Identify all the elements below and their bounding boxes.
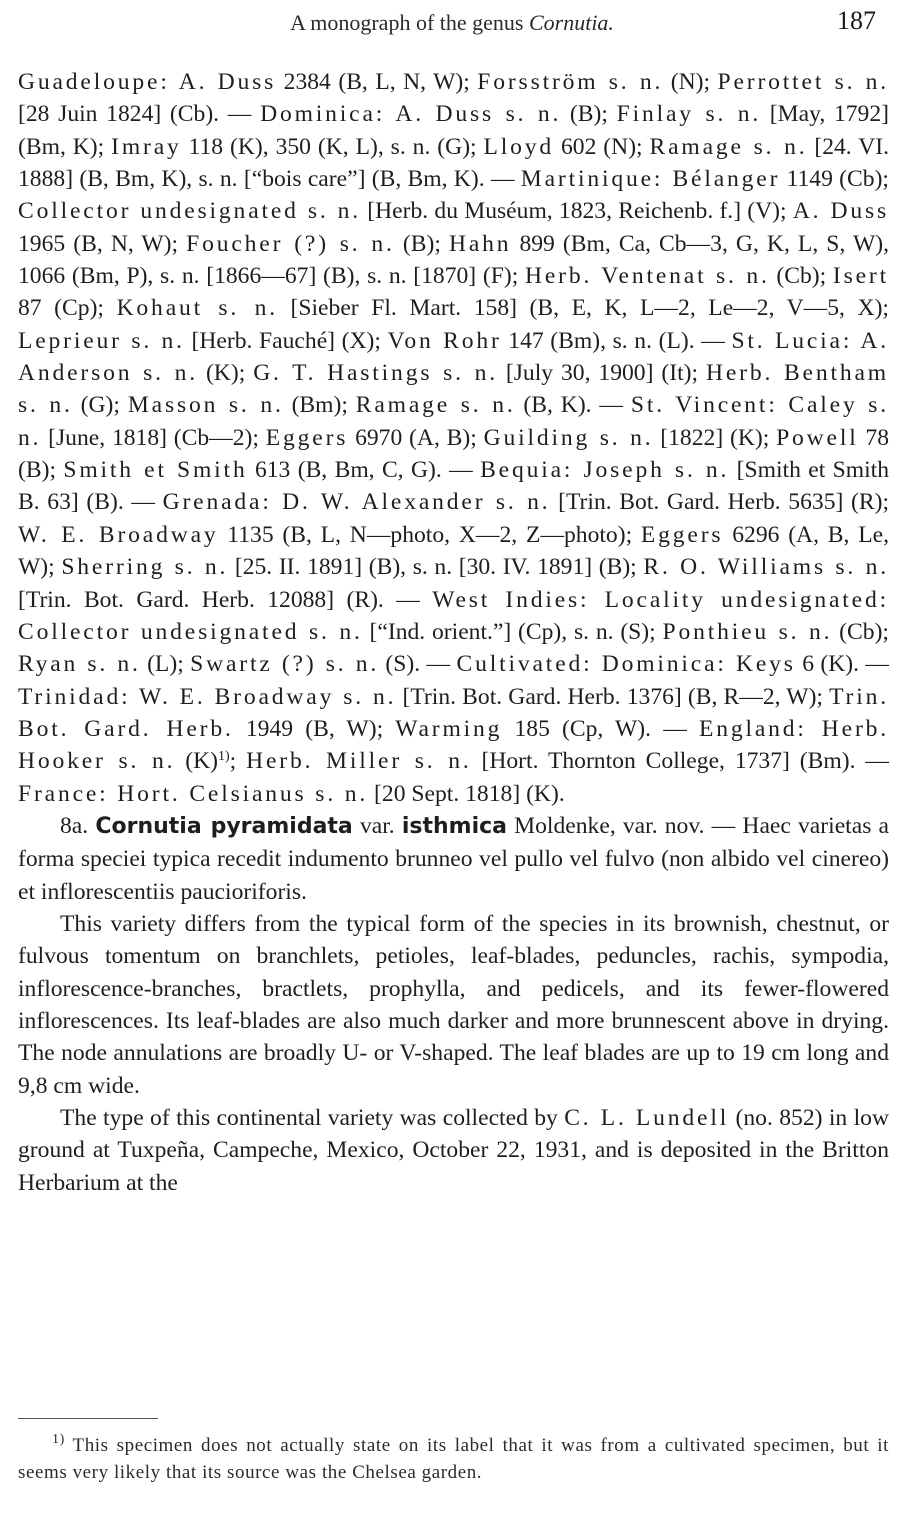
footnote-text: This specimen does not actually state on its label that it was from a cultivated specimen, but it seems very likely that its source was the Chelsea garden.	[18, 1435, 889, 1483]
specimen-details: (N);	[663, 69, 718, 95]
main-text	[18, 66, 889, 1199]
collector-name: Cultivated: Dominica: Keys	[456, 651, 796, 678]
collector-name: Isert	[832, 263, 889, 290]
collector-name: Imray	[111, 133, 182, 160]
collector-name: Ramage s. n.	[355, 392, 516, 419]
specimen-details: 602 (N);	[554, 133, 650, 160]
collector-name: Kohaut s. n.	[116, 295, 278, 322]
specimen-details: [Herb. du Muséum, 1823, Reichenb. f.] (V);	[361, 198, 793, 225]
collector-name: Perrottet s. n.	[717, 69, 889, 95]
specimen-details: [25. II. 1891] (B), s. n. [30. IV. 1891] (B);	[228, 554, 644, 581]
collector-name: Herb. Bentham s. n.	[18, 360, 889, 419]
collector-name: Leprieur s. n.	[18, 327, 185, 354]
footnote-reference: 1)	[217, 749, 230, 765]
collector-name: Guadeloupe: A. Duss	[18, 69, 277, 95]
footnote-marker: 1)	[52, 1432, 65, 1447]
collector-name: Smith et Smith	[63, 457, 248, 484]
specimen-details: 6970 (A, B);	[348, 424, 484, 451]
specimen-details: [1822] (K);	[653, 424, 777, 451]
collector-name: Dominica: A. Duss s. n.	[260, 101, 562, 128]
collector-name: Herb. Ventenat s. n.	[524, 263, 770, 290]
specimen-details: [Smith et Smith B. 63] (B). —	[18, 457, 890, 516]
collector-name: Collector undesignated s. n.	[18, 198, 362, 225]
type-collector: C. L. Lundell	[564, 1105, 730, 1131]
variety-author: Moldenke, var. nov. —	[507, 812, 743, 839]
specimen-separator: ;	[229, 748, 247, 775]
running-head	[18, 6, 886, 40]
specimen-details: 1149 (Cb);	[780, 166, 889, 193]
specimen-details: (B);	[394, 230, 449, 257]
specimen-details: 87 (Cp);	[18, 295, 117, 322]
type-specimen-paragraph	[18, 1102, 889, 1199]
collector-name: W. E. Broadway	[18, 521, 219, 548]
specimen-details: (B);	[561, 101, 617, 128]
specimen-details: (G);	[72, 392, 128, 419]
variety-rank: var.	[352, 812, 402, 839]
collector-name: England: Herb. Hooker s. n.	[18, 715, 889, 775]
variety-species-name: Cornutia pyramidata	[95, 813, 353, 839]
collector-name: G. T. Hastings s. n.	[253, 360, 498, 387]
type-intro: The type of this continental variety was collected by	[60, 1105, 565, 1131]
footnote	[18, 1432, 889, 1486]
specimen-details: (K);	[198, 360, 254, 387]
footnote-rule	[18, 1418, 158, 1419]
specimen-details: (L);	[140, 651, 191, 678]
collector-name: Lloyd	[483, 133, 555, 160]
collector-name: Swartz (?) s. n.	[190, 651, 380, 678]
collector-name: Martinique: Bélanger	[520, 166, 781, 193]
specimen-details: (Cb);	[832, 618, 889, 645]
collector-name: Trin. Bot. Gard. Herb.	[18, 683, 889, 742]
type-details: (no. 852) in low ground at Tuxpeña, Campeche, Mexico, October 22, 1931, and is deposited in the Britton Herbarium at the	[18, 1105, 889, 1196]
specimen-details: (Bm);	[283, 392, 356, 419]
collector-name: Eggers	[265, 424, 349, 451]
collector-name: Foucher (?) s. n.	[186, 230, 395, 257]
specimen-details: [Trin. Bot. Gard. Herb. 1376] (B, R—2, W);	[396, 683, 830, 710]
specimen-details: 899 (Bm, Ca, Cb—3, G, K, L, S, W), 1066 (Bm, P), s. n. [1866—67] (B), s. n. [1870] (F);	[18, 230, 889, 290]
collector-name: Eggers	[640, 521, 724, 548]
specimen-details: 147 (Bm), s. n. (L). —	[501, 327, 732, 354]
variety-latin-diagnosis: Haec varietas a forma speciei typica recedit indumento brunneo vel pullo vel fulvo (non albido vel cinereo) et inflorescentiis paucioriforis.	[18, 812, 889, 905]
specimen-details: 6 (K). —	[795, 651, 889, 678]
collector-name: Ponthieu s. n.	[662, 618, 833, 645]
collector-name: Masson s. n.	[127, 392, 284, 419]
specimen-details: 2384 (B, L, N, W);	[276, 69, 478, 95]
collector-name: Guilding s. n.	[483, 424, 654, 451]
specimen-citations-paragraph	[18, 66, 889, 810]
collector-name: Bequia: Joseph s. n.	[480, 457, 730, 484]
collector-name: St. Vincent: Caley s. n.	[18, 392, 890, 451]
collector-name: Forsström s. n.	[477, 69, 664, 95]
specimen-details: (Cb);	[769, 263, 833, 290]
specimen-details: [28 Juin 1824] (Cb). —	[18, 101, 261, 128]
running-title	[18, 10, 886, 36]
specimen-details: [Trin. Bot. Gard. Herb. 5635] (R);	[550, 489, 889, 516]
collector-name: Von Rohr	[387, 327, 502, 354]
specimen-details: [Herb. Fauché] (X);	[184, 327, 388, 354]
specimen-details: 78 (B);	[18, 424, 889, 484]
collector-name: Herb. Miller s. n.	[246, 748, 472, 775]
specimen-details: [“Ind. orient.”] (Cp), s. n. (S);	[362, 618, 663, 645]
collector-name: R. O. Williams s. n.	[643, 554, 889, 581]
variety-description-paragraph: This variety differs from the typical form of the species in its brownish, chestnut, or fulvous tomentum on branchlets, petioles, leaf-blades, peduncles, rachis, sympodia, inflorescence-branches, bractlets, prophylla, and pedicels, and its fewer-flowered inflorescences. Its leaf-blades are also much darker and more brunnescent above in drying. The node annulations are broadly U- or V-shaped. The leaf blades are up to 19 cm long and 9,8 cm wide.	[18, 910, 889, 1099]
specimen-details: [20 Sept. 1818] (K).	[368, 780, 565, 807]
collector-name: A. Duss	[792, 198, 889, 225]
variety-heading-paragraph	[18, 810, 889, 908]
collector-name: Finlay s. n.	[616, 101, 762, 128]
specimen-details: [Sieber Fl. Mart. 158] (B, E, K, L—2, Le—2, V—5, X);	[277, 295, 889, 322]
specimen-details: (S). —	[379, 651, 457, 678]
collector-name: Sherring s. n.	[61, 554, 229, 581]
specimen-details: (B, K). —	[515, 392, 631, 419]
specimen-details: 1965 (B, N, W);	[18, 230, 187, 257]
specimen-details: [June, 1818] (Cb—2);	[41, 424, 266, 451]
specimen-details: 118 (K), 350 (K, L), s. n. (G);	[181, 133, 484, 160]
specimen-details: (K)	[175, 748, 218, 775]
collector-name: Ramage s. n.	[649, 133, 808, 160]
specimen-details: 1949 (B, W);	[233, 715, 396, 742]
collector-name: Ryan s. n.	[18, 651, 141, 678]
specimen-details: 185 (Cp, W). —	[502, 715, 699, 742]
specimen-details: [May, 1792] (Bm, K);	[18, 101, 890, 160]
collector-name: Powell	[776, 424, 859, 451]
specimen-details: [24. VI. 1888] (B, Bm, K), s. n. [“bois care”] (B, Bm, K). —	[18, 133, 889, 193]
specimen-details: [July 30, 1900] (It);	[497, 360, 706, 387]
page-number: 187	[837, 6, 876, 35]
collector-name: West Indies: Locality undesignated: Collector undesignated s. n.	[18, 586, 890, 645]
specimen-details: [Trin. Bot. Gard. Herb. 12088] (R). —	[18, 586, 433, 613]
collector-name: France: Hort. Celsianus s. n.	[18, 780, 369, 807]
collector-name: Trinidad: W. E. Broadway s. n.	[18, 683, 397, 710]
running-title-genus: Cornutia.	[528, 10, 614, 35]
specimen-details: 613 (B, Bm, C, G). —	[247, 457, 481, 484]
specimen-details: 1135 (B, L, N—photo, X—2, Z—photo);	[218, 521, 641, 548]
collector-name: Warming	[395, 715, 503, 742]
specimen-details: [Hort. Thornton College, 1737] (Bm). —	[471, 748, 889, 775]
variety-number: 8a.	[60, 812, 96, 839]
specimen-details: 6296 (A, B, Le, W);	[18, 521, 889, 581]
collector-name: Hahn	[448, 230, 512, 257]
collector-name: St. Lucia: A. Anderson s. n.	[18, 327, 889, 387]
collector-name: Grenada: D. W. Alexander s. n.	[162, 489, 551, 516]
running-title-text: A monograph of the genus	[290, 10, 529, 35]
variety-epithet: isthmica	[401, 813, 507, 839]
